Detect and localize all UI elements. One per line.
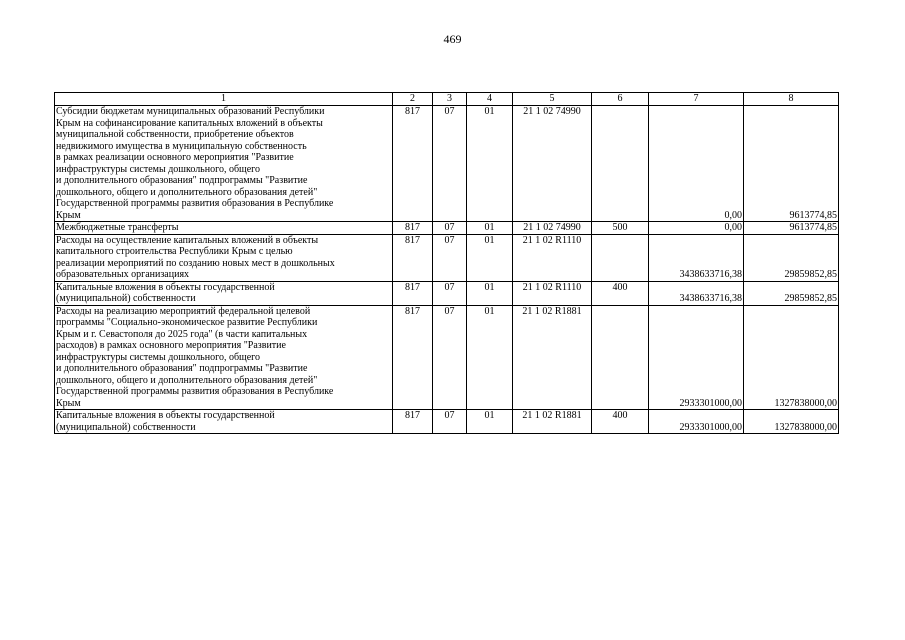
row-section-cell: 07 [433, 410, 467, 434]
column-header: 5 [513, 93, 592, 106]
row-subsection-cell: 01 [467, 281, 513, 305]
table-row [55, 281, 839, 305]
row-sum-col8-cell: 9613774,85 [744, 106, 839, 222]
table-row [55, 234, 839, 281]
row-name-cell: Расходы на осуществление капитальных вложений в объекты капитального строительства Республики Крым с целью реализации мероприятий по созданию новых мест в дошкольных образовательных организациях [55, 234, 393, 281]
row-name-cell: Капитальные вложения в объекты государственной (муниципальной) собственности [55, 410, 393, 434]
row-expense-type-cell: 400 [592, 410, 649, 434]
row-grbs-cell: 817 [393, 281, 433, 305]
row-target-article-cell: 21 1 02 74990 [513, 106, 592, 222]
row-sum-col7-cell: 3438633716,38 [649, 234, 744, 281]
row-section-cell: 07 [433, 222, 467, 235]
row-grbs-cell: 817 [393, 234, 433, 281]
row-subsection-cell: 01 [467, 234, 513, 281]
budget-table [54, 92, 839, 434]
row-sum-col7-cell: 0,00 [649, 222, 744, 235]
row-expense-type-cell [592, 305, 649, 410]
row-section-cell: 07 [433, 305, 467, 410]
row-sum-col7-cell: 3438633716,38 [649, 281, 744, 305]
row-target-article-cell: 21 1 02 R1110 [513, 234, 592, 281]
row-sum-col7-cell: 2933301000,00 [649, 305, 744, 410]
row-sum-col8-cell: 9613774,85 [744, 222, 839, 235]
row-target-article-cell: 21 1 02 74990 [513, 222, 592, 235]
row-subsection-cell: 01 [467, 222, 513, 235]
column-header: 3 [433, 93, 467, 106]
row-grbs-cell: 817 [393, 222, 433, 235]
row-sum-col8-cell: 1327838000,00 [744, 410, 839, 434]
table-row [55, 410, 839, 434]
row-grbs-cell: 817 [393, 305, 433, 410]
row-subsection-cell: 01 [467, 410, 513, 434]
row-sum-col8-cell: 1327838000,00 [744, 305, 839, 410]
row-target-article-cell: 21 1 02 R1881 [513, 410, 592, 434]
column-header: 6 [592, 93, 649, 106]
page-number: 469 [443, 32, 462, 46]
row-expense-type-cell [592, 106, 649, 222]
row-sum-col7-cell: 2933301000,00 [649, 410, 744, 434]
row-section-cell: 07 [433, 234, 467, 281]
column-header: 8 [744, 93, 839, 106]
column-header: 7 [649, 93, 744, 106]
row-section-cell: 07 [433, 106, 467, 222]
column-header: 4 [467, 93, 513, 106]
row-expense-type-cell: 500 [592, 222, 649, 235]
row-name-cell: Субсидии бюджетам муниципальных образований Республики Крым на софинансирование капитальных вложений в объекты муниципальной собственности, приобретение объектов недвижимого имущества в муниципальную собственность в рамках реализации основного мероприятия "Развитие инфраструктуры системы дошкольного, общего и дополнительного образования" подпрограммы "Развитие дошкольного, общего и дополнительного образования детей" Государственной программы развития образования в Республике Крым [55, 106, 393, 222]
column-header: 2 [393, 93, 433, 106]
row-section-cell: 07 [433, 281, 467, 305]
row-name-cell: Межбюджетные трансферты [55, 222, 393, 235]
row-subsection-cell: 01 [467, 106, 513, 222]
row-target-article-cell: 21 1 02 R1881 [513, 305, 592, 410]
column-header: 1 [55, 93, 393, 106]
row-sum-col7-cell: 0,00 [649, 106, 744, 222]
row-sum-col8-cell: 29859852,85 [744, 234, 839, 281]
row-expense-type-cell: 400 [592, 281, 649, 305]
table-row [55, 305, 839, 410]
row-target-article-cell: 21 1 02 R1110 [513, 281, 592, 305]
row-name-cell: Расходы на реализацию мероприятий федеральной целевой программы "Социально-экономическое развитие Республики Крым и г. Севастополя до 2025 года" (в части капитальных расходов) в рамках основного мероприятия "Развитие инфраструктуры системы дошкольного, общего и дополнительного образования" подпрограммы "Развитие дошкольного, общего и дополнительного образования детей" Государственной программы развития образования в Республике Крым [55, 305, 393, 410]
row-grbs-cell: 817 [393, 106, 433, 222]
row-name-cell: Капитальные вложения в объекты государственной (муниципальной) собственности [55, 281, 393, 305]
table-row [55, 106, 839, 222]
table-row [55, 222, 839, 235]
table-header-row [55, 93, 839, 106]
row-subsection-cell: 01 [467, 305, 513, 410]
row-grbs-cell: 817 [393, 410, 433, 434]
row-sum-col8-cell: 29859852,85 [744, 281, 839, 305]
row-expense-type-cell [592, 234, 649, 281]
